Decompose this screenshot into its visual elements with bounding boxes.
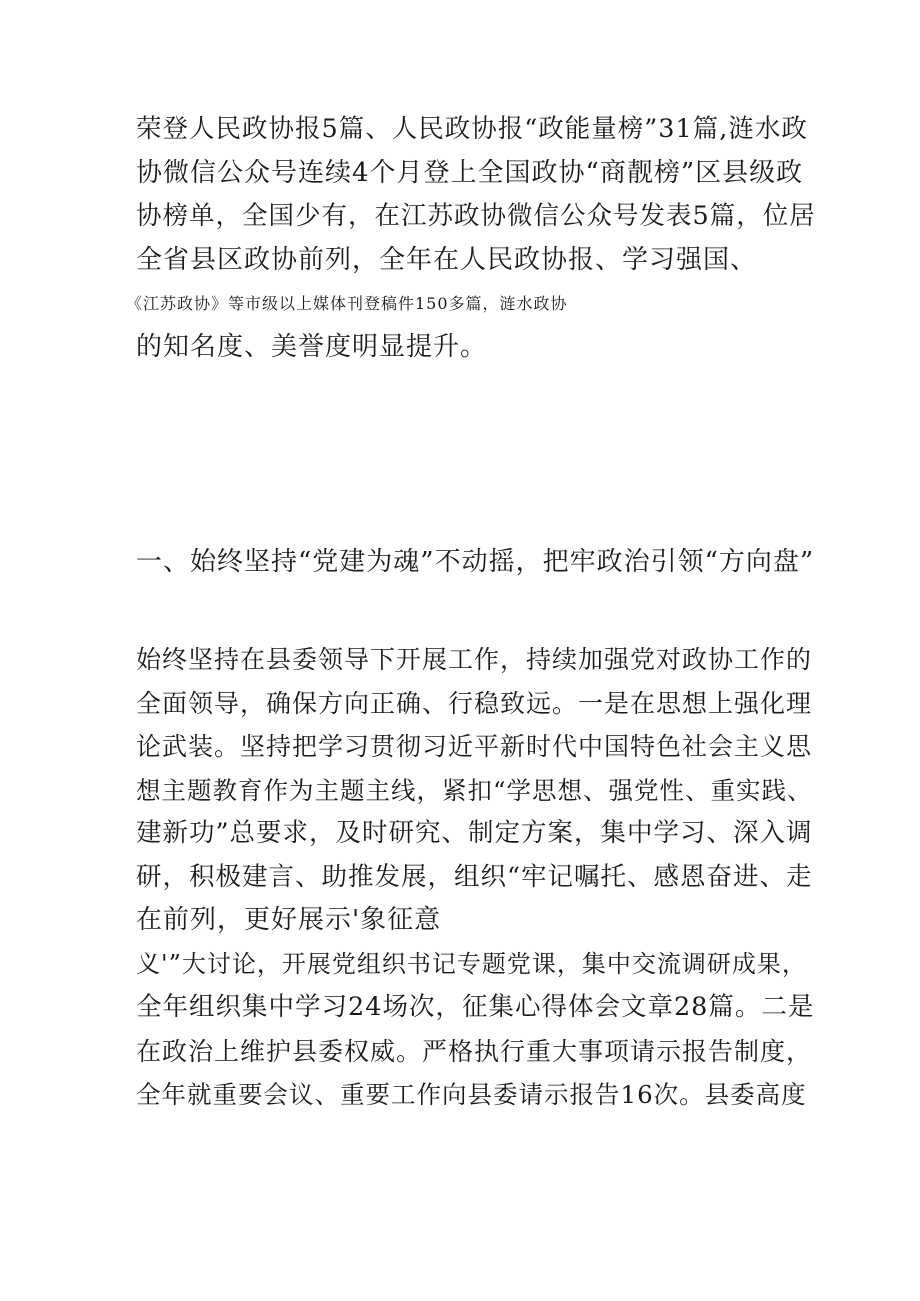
text-line: 论武装。坚持把学习贯彻习近平新时代中国特色社会主义思 bbox=[136, 732, 813, 761]
text-line: 建新功”总要求，及时研究、制定方案，集中学习、深入调 bbox=[136, 818, 813, 848]
text-line: 在前列，更好展示'象征意 bbox=[136, 905, 442, 935]
text-line: 始终坚持在县委领导下开展工作，持续加强党对政协工作的 bbox=[136, 645, 813, 674]
paragraph-media-achievements bbox=[126, 108, 816, 369]
paragraph-party-leadership bbox=[136, 638, 816, 1117]
text-line: 义'”大讨论，开展党组织书记专题党课，集中交流调研成果， bbox=[136, 949, 807, 978]
text-line: 全面领导，确保方向正确、行稳致远。一是在思想上强化理 bbox=[136, 688, 813, 718]
text-line: 研，积极建言、助推发展，组织“牢记嘱托、感恩奋进、走 bbox=[136, 861, 813, 892]
text-line: 全年组织集中学习24场次，征集心得体会文章28篇。二是 bbox=[136, 992, 815, 1022]
text-line: 《江苏政协》等市级以上媒体刊登稿件150多篇，涟水政协 bbox=[126, 294, 568, 313]
text-line: 想主题教育作为主题主线，紧扣“学思想、强党性、重实践、 bbox=[136, 775, 813, 805]
text-line: 荣登人民政协报5篇、人民政协报“政能量榜”31篇,涟水政 bbox=[136, 114, 808, 144]
text-line: 全省县区政协前列，全年在人民政协报、学习强国、 bbox=[136, 244, 758, 275]
text-line: 全年就重要会议、重要工作向县委请示报告16次。县委高度 bbox=[136, 1080, 807, 1109]
text-line: 的知名度、美誉度明显提升。 bbox=[136, 331, 488, 362]
section-heading bbox=[136, 541, 816, 585]
section-heading-text: 一、始终坚持“党建为魂”不动摇，把牢政治引领“方向盘” bbox=[136, 547, 815, 577]
text-line: 协榜单，全国少有，在江苏政协微信公众号发表5篇，位居 bbox=[136, 201, 816, 231]
text-line: 协微信公众号连续4个月登上全国政协“商靓榜”区县级政 bbox=[136, 157, 804, 188]
text-line: 在政治上维护县委权威。严格执行重大事项请示报告制度， bbox=[136, 1036, 813, 1066]
